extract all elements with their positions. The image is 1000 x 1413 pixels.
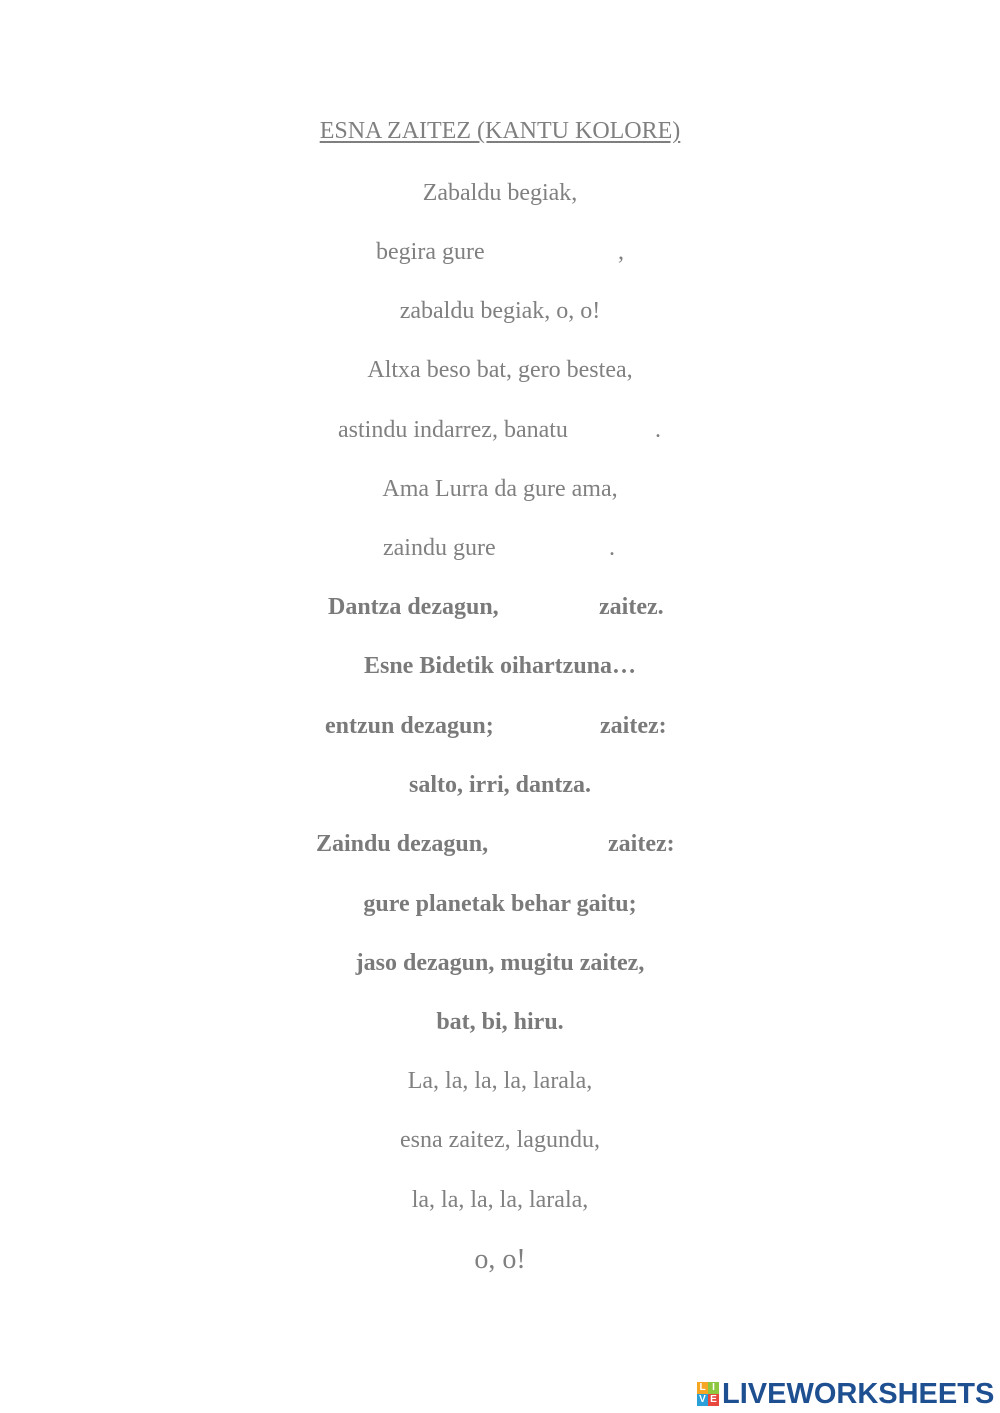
logo-mark-letter-e: E — [708, 1394, 719, 1406]
lyric-line-10 — [0, 706, 1000, 746]
lyric-line-14 — [0, 943, 1000, 983]
lyric-text: bat, bi, hiru. — [436, 1009, 564, 1035]
lyric-text: zaindu gure — [383, 535, 496, 561]
lyric-text: Esne Bidetik oihartzuna… — [363, 653, 637, 679]
lyric-line-5 — [0, 410, 1000, 450]
logo-text: LIVEWORKSHEETS — [722, 1378, 995, 1410]
lyric-line-3 — [0, 291, 1000, 331]
lyric-line-13 — [0, 884, 1000, 924]
lyric-text: esna zaitez, lagundu, — [400, 1127, 600, 1153]
logo-mark-letter-l: L — [697, 1382, 708, 1394]
lyric-line-11 — [0, 765, 1000, 805]
lyric-text: entzun dezagun; — [325, 713, 494, 739]
lyric-line-12 — [0, 824, 1000, 864]
lyric-line-4 — [0, 350, 1000, 390]
lyric-line-1 — [0, 173, 1000, 213]
lyric-text: o, o! — [474, 1244, 526, 1275]
lyric-line-6 — [0, 469, 1000, 509]
lyric-text: Dantza dezagun, — [328, 594, 499, 620]
lyric-text: . — [609, 535, 615, 561]
lyric-text: astindu indarrez, banatu — [338, 417, 568, 443]
lyric-line-15 — [0, 1002, 1000, 1042]
lyric-text: Zaindu dezagun, — [316, 831, 489, 857]
lyric-text: la, la, la, la, larala, — [411, 1187, 589, 1213]
lyric-text: Zabaldu begiak, — [422, 180, 578, 206]
lyric-text: salto, irri, dantza. — [409, 772, 591, 798]
lyric-line-19 — [0, 1240, 1000, 1280]
liveworksheets-logo-icon — [697, 1382, 719, 1406]
lyric-text: zaitez: — [600, 713, 667, 739]
lyric-text: La, la, la, la, larala, — [407, 1068, 593, 1094]
logo-mark-letter-v: V — [697, 1394, 708, 1406]
lyric-line-7 — [0, 528, 1000, 568]
lyric-text: , — [618, 239, 624, 265]
liveworksheets-logo — [697, 1378, 994, 1410]
lyric-text: zaitez. — [599, 594, 664, 620]
lyric-line-8 — [0, 587, 1000, 627]
logo-mark-letter-i: I — [708, 1382, 719, 1394]
lyric-line-2 — [0, 232, 1000, 272]
lyric-text: Ama Lurra da gure ama, — [382, 476, 618, 502]
lyric-text: jaso dezagun, mugitu zaitez, — [355, 950, 645, 976]
lyric-text: zaitez: — [608, 831, 675, 857]
lyric-line-17 — [0, 1120, 1000, 1160]
worksheet-title: ESNA ZAITEZ (KANTU KOLORE) — [319, 118, 681, 144]
lyric-line-9 — [0, 646, 1000, 686]
lyric-text: begira gure — [376, 239, 485, 265]
lyric-text: zabaldu begiak, o, o! — [399, 298, 601, 324]
lyric-text: Altxa beso bat, gero bestea, — [367, 357, 633, 383]
lyric-text: gure planetak behar gaitu; — [363, 891, 637, 917]
lyric-line-16 — [0, 1061, 1000, 1101]
lyric-text: . — [655, 417, 661, 443]
lyric-line-18 — [0, 1180, 1000, 1220]
